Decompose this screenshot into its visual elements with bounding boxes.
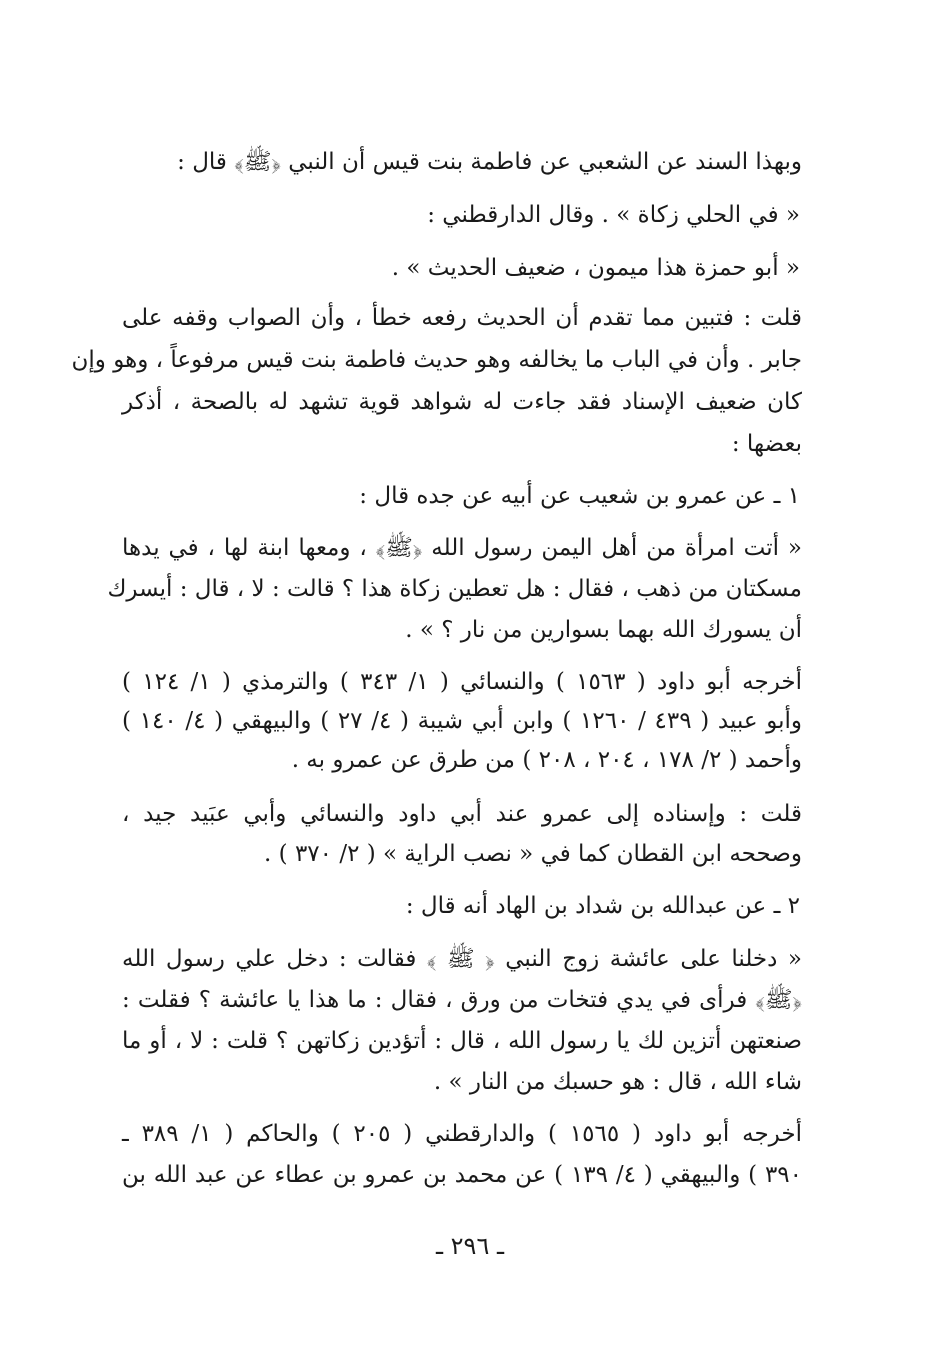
text-line: شاء الله ، قال : هو حسبك من النار » . <box>433 1069 802 1095</box>
text-line: ١ ـ عن عمرو بن شعيب عن أبيه عن جده قال : <box>359 483 800 509</box>
text-line: وأحمد ( ٢/ ١٧٨ ، ٢٠٤ ، ٢٠٨ ) من طرق عن عمرو به . <box>291 747 802 773</box>
text-line: وأبو عبيد ( ٤٣٩ / ١٢٦٠ ) وابن أبي شيبة ( ٤/ ٢٧ ) والبيهقي ( ٤/ ١٤٠ ) <box>122 708 802 734</box>
text-line: ٢ ـ عن عبدالله بن شداد بن الهاد أنه قال : <box>405 893 800 919</box>
text-line: ﴿ﷺ﴾ فرأى في يدي فتخات من ورق ، فقال : ما هذا يا عائشة ؟ فقلت : <box>122 987 802 1013</box>
text-line: كان ضعيف الإسناد فقد جاءت له شواهد قوية تشهد له بالصحة ، أذكر <box>122 389 802 415</box>
text-line: ٣٩٠ ) والبيهقي ( ٤/ ١٣٩ ) عن محمد بن عمرو بن عطاء عن عبد الله بن <box>122 1162 803 1188</box>
text-line: أخرجه أبو داود ( ١٥٦٣ ) والنسائي ( ١/ ٣٤٣ ) والترمذي ( ١/ ١٢٤ ) <box>122 669 802 695</box>
text-line: قلت : فتبين مما تقدم أن الحديث رفعه خطأ ، وأن الصواب وقفه على <box>122 305 802 331</box>
text-line: صنعتهن أتزين لك يا رسول الله ، قال : أتؤدين زكاتهن ؟ قلت : لا ، أو ما <box>122 1028 802 1054</box>
text-line: وصححه ابن القطان كما في « نصب الراية » ( ٢/ ٣٧٠ ) . <box>264 841 802 867</box>
text-line: جابر . وأن في الباب ما يخالفه وهو حديث فاطمة بنت قيس مرفوعاً ، وهو وإن <box>71 347 802 373</box>
text-line: وبهذا السند عن الشعبي عن فاطمة بنت قيس أن النبي ﴿ﷺ﴾ قال : <box>177 149 802 175</box>
text-line: « في الحلي زكاة » . وقال الدارقطني : <box>427 202 800 228</box>
page-number: ـ ٢٩٦ ـ <box>435 1232 504 1260</box>
text-line: قلت : وإسناده إلى عمرو عند أبي داود والنسائي وأبي عبَيد جيد ، <box>122 801 802 827</box>
text-line: « أبو حمزة هذا ميمون ، ضعيف الحديث » . <box>391 255 800 281</box>
text-line: بعضها : <box>731 431 802 457</box>
text-line: مسكتان من ذهب ، فقال : هل تعطين زكاة هذا ؟ قالت : لا ، قال : أيسرك <box>107 576 802 602</box>
text-line: أن يسورك الله بهما بسوارين من نار ؟ » . <box>405 617 802 643</box>
text-line: « دخلنا على عائشة زوج النبي ﴿ ﷺ ﴾ فقالت : دخل علي رسول الله <box>122 946 802 972</box>
text-line: أخرجه أبو داود ( ١٥٦٥ ) والدارقطني ( ٢٠٥ ) والحاكم ( ١/ ٣٨٩ ـ <box>122 1121 802 1147</box>
text-line: « أتت امرأة من أهل اليمن رسول الله ﴿ﷺ﴾ ، ومعها ابنة لها ، في يدها <box>122 535 802 561</box>
